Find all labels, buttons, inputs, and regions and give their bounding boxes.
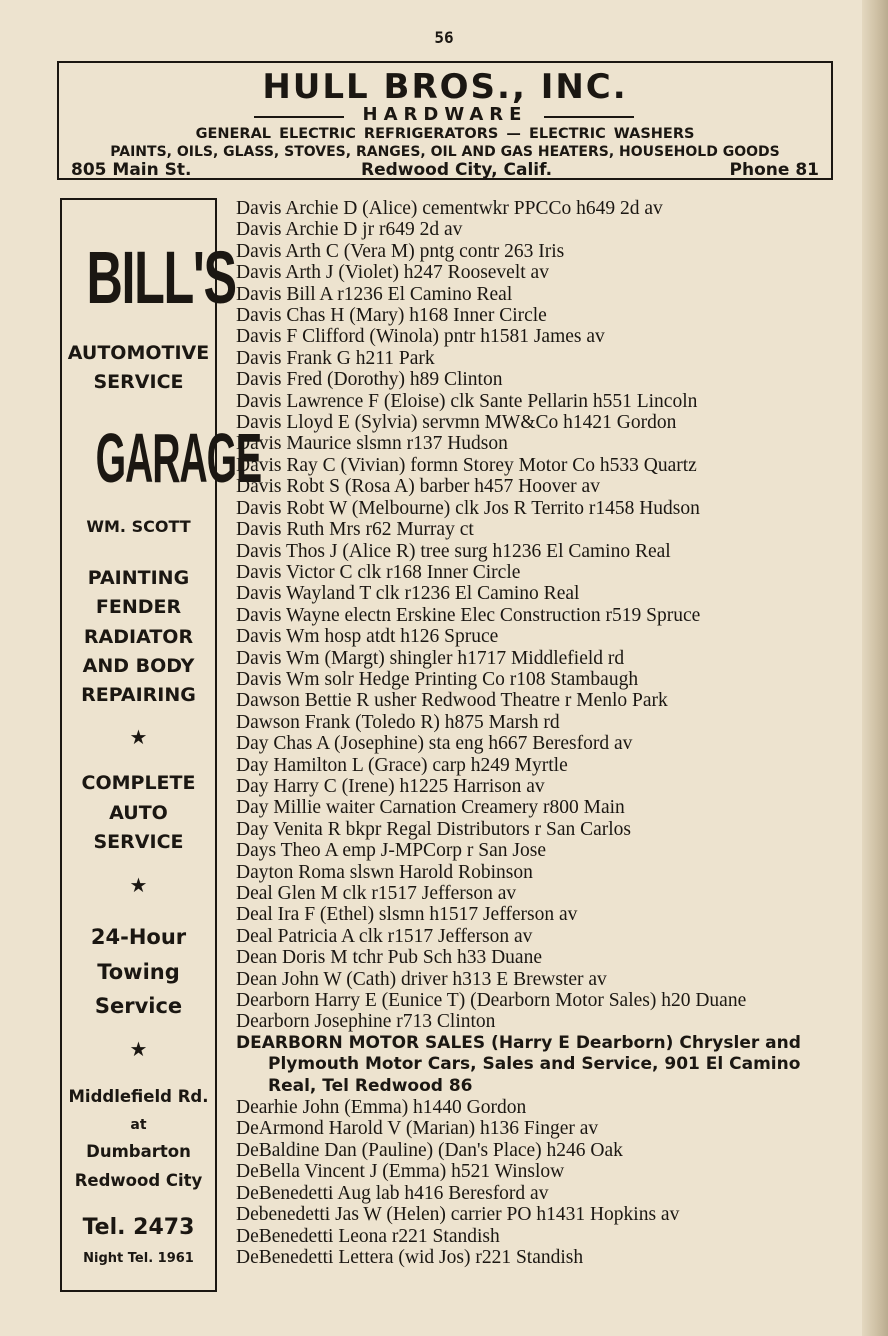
directory-entry: Davis Wm hosp atdt h126 Spruce (236, 626, 499, 648)
hull-ad-city: Redwood City, Calif. (361, 160, 553, 180)
bills-ad-location-line: at (130, 1117, 147, 1133)
directory-entry: DeArmond Harold V (Marian) h136 Finger av (236, 1118, 599, 1140)
directory-entry: Day Millie waiter Carnation Creamery r800 Main (236, 797, 625, 819)
directory-entry: Dean John W (Cath) driver h313 E Brewster av (236, 968, 607, 990)
hull-ad-phone: Phone 81 (729, 160, 819, 180)
hull-ad-goods: PAINTS, OILS, GLASS, STOVES, RANGES, OIL AND GAS HEATERS, HOUSEHOLD GOODS (110, 144, 780, 160)
star-icon: ★ (129, 873, 148, 897)
bills-ad-complete-line: SERVICE (93, 831, 184, 853)
bills-ad-telephone: Tel. 2473 (82, 1215, 195, 1240)
directory-entry: Davis Frank G h211 Park (236, 347, 435, 369)
star-icon: ★ (129, 1037, 148, 1061)
directory-entry: Day Harry C (Irene) h1225 Harrison av (236, 775, 545, 797)
directory-entry: Davis Lawrence F (Eloise) clk Sante Pellarin h551 Lincoln (236, 390, 698, 412)
bills-ad-name: BILL'S (86, 236, 236, 319)
directory-entry: Dean Doris M tchr Pub Sch h33 Duane (236, 947, 542, 969)
directory-entry: DeBella Vincent J (Emma) h521 Winslow (236, 1161, 565, 1183)
directory-entry: Davis Ray C (Vivian) formn Storey Motor Co h533 Quartz (236, 454, 697, 476)
directory-entry: DeBenedetti Leona r221 Standish (236, 1225, 500, 1247)
directory-entry: Davis F Clifford (Winola) pntr h1581 James av (236, 326, 605, 348)
directory-entry: DeBenedetti Aug lab h416 Beresford av (236, 1182, 549, 1204)
directory-entry: Davis Lloyd E (Sylvia) servmn MW&Co h1421 Gordon (236, 412, 677, 434)
directory-entry: Dawson Frank (Toledo R) h875 Marsh rd (236, 711, 560, 733)
directory-entry: Davis Robt S (Rosa A) barber h457 Hoover av (236, 476, 600, 498)
book-gutter (862, 0, 888, 1336)
directory-entry: Davis Ruth Mrs r62 Murray ct (236, 519, 474, 541)
bills-ad-location-line: Dumbarton (86, 1142, 191, 1161)
directory-entry: Davis Chas H (Mary) h168 Inner Circle (236, 305, 547, 327)
directory-entry: Dawson Bettie R usher Redwood Theatre r Menlo Park (236, 690, 668, 712)
directory-listing (236, 198, 846, 1268)
directory-entry: Davis Wayland T clk r1236 El Camino Real (236, 583, 580, 605)
directory-entry: Deal Ira F (Ethel) slsmn h1517 Jefferson av (236, 904, 578, 926)
bills-ad-service-line: AND BODY (82, 655, 195, 677)
directory-entry: Davis Robt W (Melbourne) clk Jos R Territo r1458 Hudson (236, 497, 700, 519)
directory-entry: Day Hamilton L (Grace) carp h249 Myrtle (236, 754, 568, 776)
bills-ad-towing-line: Service (94, 994, 183, 1018)
directory-entry: Davis Archie D jr r649 2d av (236, 219, 463, 241)
directory-entry: Dayton Roma slswn Harold Robinson (236, 861, 533, 883)
directory-entry: Davis Archie D (Alice) cementwkr PPCCo h649 2d av (236, 198, 663, 219)
directory-entry: Davis Fred (Dorothy) h89 Clinton (236, 369, 503, 391)
directory-entry: Davis Bill A r1236 El Camino Real (236, 283, 513, 305)
directory-entry: DeBaldine Dan (Pauline) (Dan's Place) h246 Oak (236, 1139, 623, 1161)
bills-ad-service-line: PAINTING (87, 567, 190, 589)
bills-garage-advertisement (60, 198, 261, 1292)
hull-ad-rule-right (544, 116, 634, 118)
bills-ad-service: SERVICE (93, 371, 184, 393)
bills-ad-garage: GARAGE (95, 419, 261, 497)
directory-entry: Dearhie John (Emma) h1440 Gordon (236, 1097, 527, 1119)
hull-ad-subtitle: HARDWARE (362, 104, 528, 125)
bills-ad-towing-line: Towing (97, 960, 180, 984)
directory-entry: Days Theo A emp J-MPCorp r San Jose (236, 840, 547, 862)
directory-entry: Day Venita R bkpr Regal Distributors r San Carlos (236, 818, 632, 840)
directory-entry: Deal Glen M clk r1517 Jefferson av (236, 883, 517, 904)
directory-entry: Davis Wm (Margt) shingler h1717 Middlefield rd (236, 647, 625, 669)
business-listing-entry: DEARBORN MOTOR SALES (Harry E Dearborn) Chrysler and Plymouth Motor Cars, Sales and Service, 901 El Camino Real, Tel Redwood 86 (236, 1032, 801, 1096)
bills-ad-service-line: RADIATOR (83, 626, 194, 648)
hull-ad-footer (71, 160, 819, 180)
directory-entry: Debenedetti Jas W (Helen) carrier PO h1431 Hopkins av (236, 1204, 680, 1226)
directory-entry: Davis Arth C (Vera M) pntg contr 263 Iris (236, 240, 565, 262)
bills-ad-owner: WM. SCOTT (86, 517, 191, 536)
page-number: 56 (434, 28, 454, 47)
directory-entry: Day Chas A (Josephine) sta eng h667 Beresford av (236, 733, 633, 755)
hull-ad-appliances: GENERAL ELECTRIC REFRIGERATORS — ELECTRIC WASHERS (195, 126, 695, 142)
bills-ad-service-line: REPAIRING (81, 684, 196, 706)
bills-ad-service-line: FENDER (95, 596, 182, 618)
bills-ad-towing-line: 24-Hour (90, 925, 187, 949)
hull-bros-advertisement (57, 61, 833, 180)
directory-entry: Davis Arth J (Violet) h247 Roosevelt av (236, 262, 549, 284)
directory-entry: Deal Patricia A clk r1517 Jefferson av (236, 925, 533, 947)
directory-entry: Davis Thos J (Alice R) tree surg h1236 El Camino Real (236, 540, 671, 562)
hull-ad-title: HULL BROS., INC. (262, 67, 628, 107)
directory-entry: Dearborn Josephine r713 Clinton (236, 1011, 496, 1033)
bills-ad-location-line: Middlefield Rd. (68, 1087, 209, 1106)
directory-entry: Dearborn Harry E (Eunice T) (Dearborn Motor Sales) h20 Duane (236, 990, 747, 1012)
directory-entry: Davis Wm solr Hedge Printing Co r108 Stambaugh (236, 668, 639, 690)
directory-entry: Davis Maurice slsmn r137 Hudson (236, 433, 508, 455)
bills-ad-complete-line: COMPLETE (81, 772, 196, 794)
bills-ad-location-line: Redwood City (74, 1171, 203, 1190)
directory-entry: DeBenedetti Lettera (wid Jos) r221 Standish (236, 1246, 584, 1268)
bills-ad-complete-line: AUTO (109, 802, 168, 824)
directory-entry: Davis Wayne electn Erskine Elec Construction r519 Spruce (236, 604, 701, 626)
directory-entry: Davis Victor C clk r168 Inner Circle (236, 561, 521, 583)
star-icon: ★ (129, 725, 148, 749)
hull-ad-address: 805 Main St. (71, 160, 192, 180)
bills-ad-automotive: AUTOMOTIVE (67, 342, 210, 364)
bills-ad-night-telephone: Night Tel. 1961 (83, 1251, 194, 1266)
